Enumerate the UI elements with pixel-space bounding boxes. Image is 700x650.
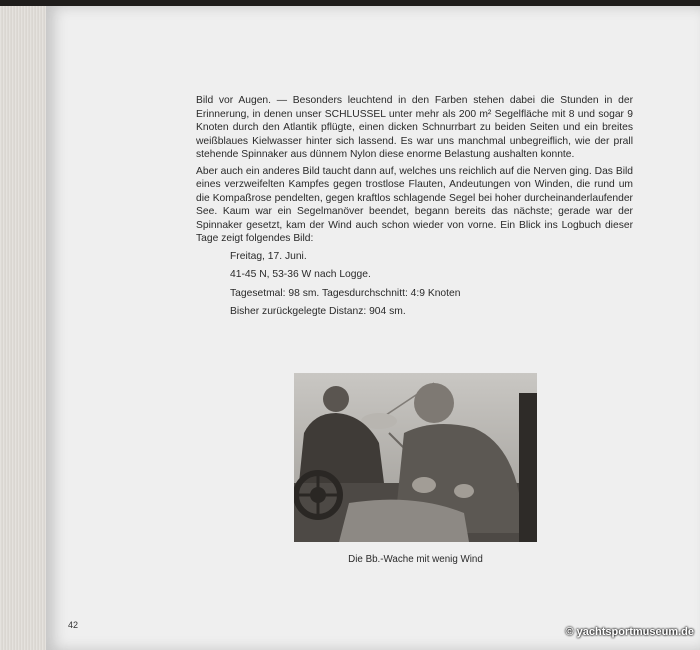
log-entry: Tagesetmal: 98 sm. Tagesdurchschnitt: 4:9 Knoten (230, 287, 461, 299)
crew-photo (294, 373, 537, 542)
logbook-excerpt (230, 250, 633, 319)
paragraph-1: Bild vor Augen. — Besonders leuchtend in den Farben stehen dabei die Stunden in der Erinnerung, in denen unser SCHLUSSEL unter mehr als 200 m² Segelfläche mit 8 und sogar 9 Knoten durch den Atlantik pflügte, einen dicken Schnurrbart zu beiden Seiten und ein breites weißblaues Kielwasser hinter sich lassend. Es war uns manchmal unbegreiflich, wie der prall stehende Spinnaker aus dünnem Nylon diese enorme Belastung aushalten konnte. (196, 95, 633, 160)
log-entry: Freitag, 17. Juni. (230, 250, 307, 262)
photo-caption: Die Bb.-Wache mit wenig Wind (348, 554, 483, 565)
body-text (196, 94, 633, 324)
photo-illustration (294, 373, 537, 542)
log-entry: Bisher zurückgelegte Distanz: 904 sm. (230, 306, 406, 317)
page-number: 42 (68, 620, 79, 630)
paragraph-2: Aber auch ein anderes Bild taucht dann auf, welches uns reichlich auf die Nerven ging. Das Bild eines verzweifelten Kampfes gegen trostlose Flauten, Andeutungen von Winden, die rund um die Kompaßrose pendelten, gegen kraftlos schlagende Segel bei hoher durcheinanderlaufender See. Kaum war ein Segelmanöver beendet, begann bereits das nächste; gerade war der Spinnaker gesetzt, kam der Wind auch schon wieder von vorne. Ein Blick ins Logbuch dieser Tage zeigt folgendes Bild: (196, 165, 633, 244)
watermark: © yachtsportmuseum.de (565, 626, 694, 638)
log-entry: 41-45 N, 53-36 W nach Logge. (230, 269, 371, 280)
